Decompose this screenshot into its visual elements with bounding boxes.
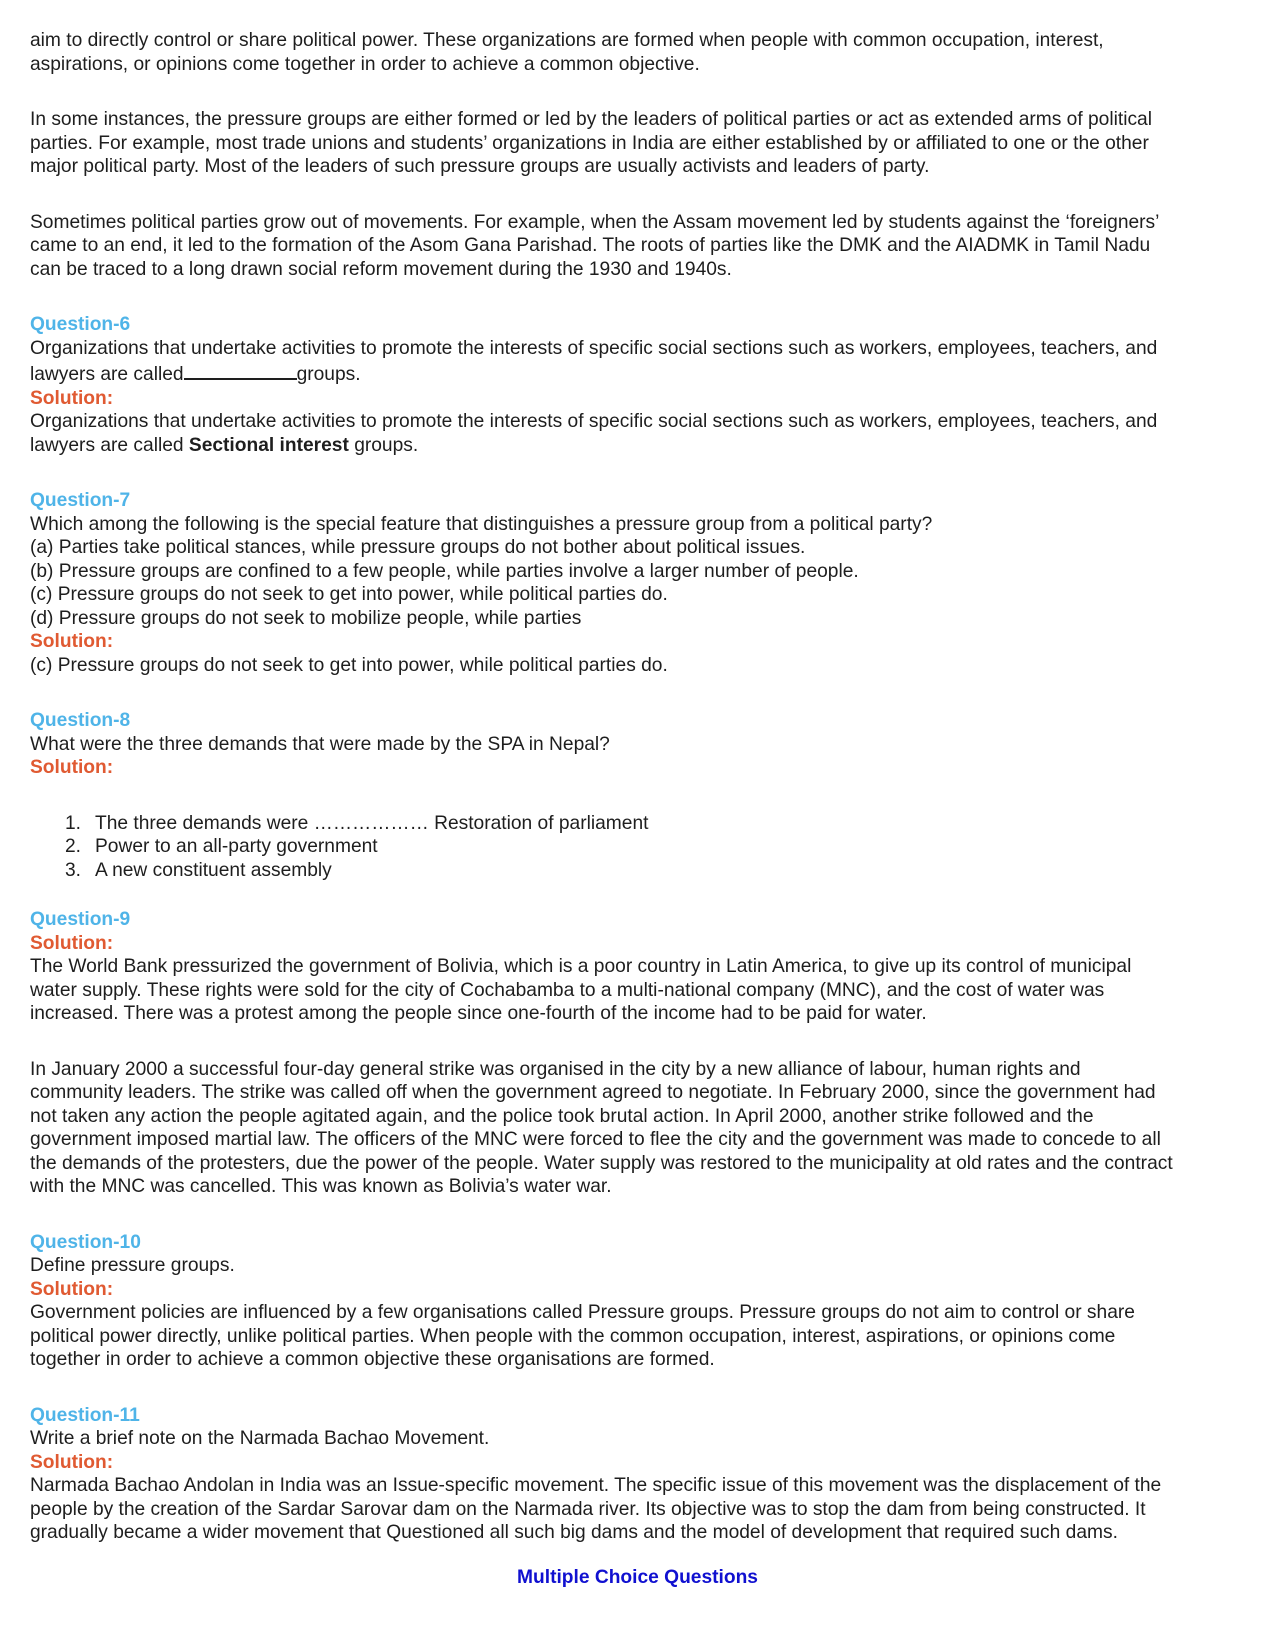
answer-text: The World Bank pressurized the government of Bolivia, which is a poor country in Latin America, to give up its control of municipal — [30, 956, 1132, 977]
answer-text: (c) Pressure groups do not seek to get into power, while political parties do. — [30, 654, 668, 676]
question-6 — [30, 313, 1270, 457]
option-d: (d) Pressure groups do not seek to mobilize people, while parties — [30, 607, 582, 629]
answer-text: Narmada Bachao Andolan in India was an Issue-specific movement. The specific issue of this movement was the displacement of the — [30, 1475, 1162, 1496]
answer-highlight: Sectional interest — [188, 434, 349, 456]
answer-text: Organizations that undertake activities to promote the interests of specific social sections such as workers, employees, teachers, and — [30, 411, 1158, 432]
answer-text-part: groups. — [348, 434, 419, 456]
intro-paragraph-1 — [30, 29, 1270, 76]
option-b: (b) Pressure groups are confined to a few people, while parties involve a larger number of people. — [30, 560, 859, 582]
answer-text: gradually became a wider movement that Questioned all such big dams and the model of development that required such dams. — [30, 1522, 1118, 1543]
list-item — [30, 859, 1270, 883]
list-text: Power to an all-party government — [95, 836, 378, 857]
answer-text: not taken any action the people agitated again, and the police took brutal action. In April 2000, another strike followed and the — [30, 1105, 1094, 1127]
question-9 — [30, 908, 1270, 1199]
list-number: 1. — [64, 812, 81, 834]
answer-text: the demands of the protesters, due the power of the people. Water supply was restored to the municipality at old rates and the contract — [30, 1152, 1173, 1174]
demands-list — [30, 812, 1270, 883]
text-line: can be traced to a long drawn social reform movement during the 1930 and 1940s. — [30, 258, 732, 280]
answer-text: with the MNC was cancelled. This was known as Bolivia’s water war. — [30, 1176, 612, 1197]
text-line: aim to directly control or share political power. These organizations are formed when people with common occupation, interest, — [30, 30, 1104, 51]
answer-text: government imposed martial law. The officers of the MNC were forced to flee the city and the government was made to concede to all — [30, 1129, 1161, 1150]
question-text-part: lawyers are called — [30, 364, 184, 385]
question-heading: Question-11 — [30, 1404, 140, 1426]
question-text-part: groups. — [296, 364, 361, 385]
question-text: Define pressure groups. — [30, 1255, 235, 1276]
text-line: Sometimes political parties grow out of movements. For example, when the Assam movement led by students against the ‘foreigners’ — [30, 211, 1160, 233]
option-a: (a) Parties take political stances, while pressure groups do not bother about political issues. — [30, 537, 806, 558]
question-heading: Question-7 — [30, 490, 131, 511]
question-text: Organizations that undertake activities to promote the interests of specific social sections such as workers, employees, teachers, and — [30, 337, 1158, 359]
question-text: Write a brief note on the Narmada Bachao Movement. — [30, 1428, 490, 1449]
question-7 — [30, 489, 1270, 677]
solution-heading: Solution: — [30, 631, 114, 652]
answer-text: In January 2000 a successful four-day general strike was organised in the city by a new alliance of labour, human rights and — [30, 1058, 1081, 1080]
question-text — [30, 360, 1270, 387]
intro-paragraph-2 — [30, 108, 1270, 179]
intro-paragraph-3 — [30, 211, 1270, 282]
text-line: major political party. Most of the leaders of such pressure groups are usually activists and leaders of party. — [30, 156, 930, 177]
answer-text: political power directly, unlike political parties. When people with the common occupation, interest, aspirations, or opinions come — [30, 1325, 1116, 1347]
answer-text: water supply. These rights were sold for the city of Cochabamba to a multi-national company (MNC), and the cost of water was — [30, 979, 1105, 1001]
solution-heading: Solution: — [30, 1278, 114, 1300]
question-11 — [30, 1404, 1270, 1545]
list-item — [30, 835, 1270, 859]
option-c: (c) Pressure groups do not seek to get into power, while political parties do. — [30, 584, 668, 605]
list-number: 3. — [64, 859, 81, 881]
text-line: came to an end, it led to the formation of the Asom Gana Parishad. The roots of parties like the DMK and the AIADMK in Tamil Nadu — [30, 235, 1151, 256]
solution-heading: Solution: — [30, 1451, 114, 1473]
list-item — [30, 812, 1270, 836]
answer-text: Government policies are influenced by a few organisations called Pressure groups. Pressure groups do not aim to control or share — [30, 1302, 1135, 1323]
question-10 — [30, 1231, 1270, 1372]
solution-heading: Solution: — [30, 757, 114, 778]
answer-text — [30, 434, 1270, 458]
text-line: In some instances, the pressure groups are either formed or led by the leaders of political parties or act as extended arms of political — [30, 109, 1152, 130]
question-heading: Question-6 — [30, 314, 131, 335]
fill-in-blank — [184, 360, 297, 380]
question-heading: Question-8 — [30, 710, 131, 731]
question-text: Which among the following is the special feature that distinguishes a pressure group from a political party? — [30, 513, 933, 535]
answer-text-part: lawyers are called — [30, 434, 189, 456]
solution-heading: Solution: — [30, 387, 114, 409]
answer-text: together in order to achieve a common objective these organisations are formed. — [30, 1349, 715, 1370]
list-text: A new constituent assembly — [95, 859, 332, 881]
question-heading: Question-10 — [30, 1231, 141, 1253]
list-number: 2. — [64, 836, 81, 857]
question-text: What were the three demands that were made by the SPA in Nepal? — [30, 733, 610, 755]
answer-text: increased. There was a protest among the people since one-fourth of the income had to be paid for water. — [30, 1003, 927, 1024]
answer-text: community leaders. The strike was called off when the government agreed to negotiate. In February 2000, since the government had — [30, 1082, 1156, 1103]
question-heading: Question-9 — [30, 909, 131, 930]
question-8 — [30, 709, 1270, 882]
text-line: aspirations, or opinions come together in order to achieve a common objective. — [30, 53, 700, 75]
list-text: The three demands were ……………… Restoration of parliament — [95, 812, 649, 834]
text-line: parties. For example, most trade unions and students’ organizations in India are either established by or affiliated to one or the other — [30, 132, 1149, 154]
section-title: Multiple Choice Questions — [517, 1567, 758, 1588]
answer-paragraph-1 — [30, 955, 1270, 1026]
answer-paragraph-2 — [30, 1058, 1270, 1199]
answer-text: people by the creation of the Sardar Sarovar dam on the Narmada river. Its objective was to stop the dam from being constructed. It — [30, 1498, 1146, 1520]
solution-heading: Solution: — [30, 932, 114, 954]
document-page — [30, 29, 1270, 1545]
